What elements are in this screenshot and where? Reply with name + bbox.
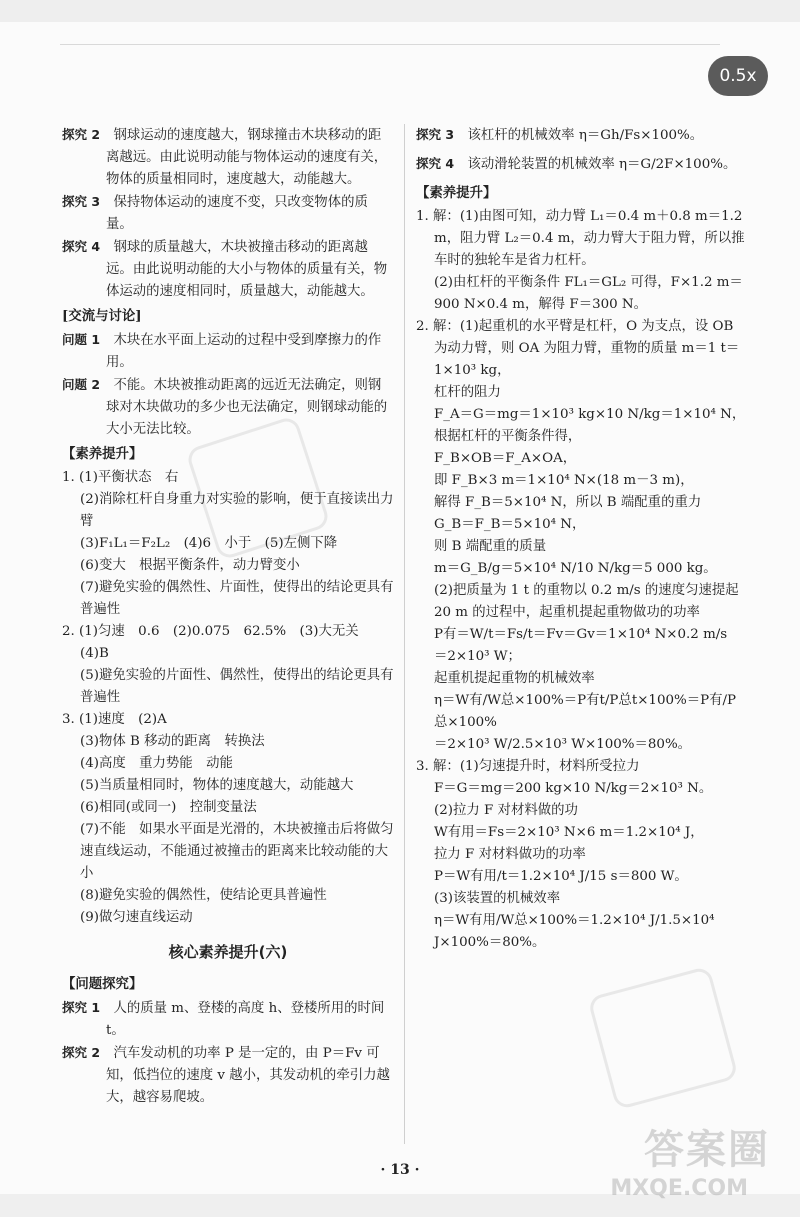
tanjiu-item: 探究 2 汽车发动机的功率 P 是一定的，由 P＝Fv 可知，低挡位的速度 v 越小，其发动机的牵引力越大，越容易爬坡。 xyxy=(62,1045,390,1105)
solution-line: F_A＝G＝mg＝1×10³ kg×10 N/kg＝1×10⁴ N， xyxy=(434,407,746,422)
solution-line: 1. 解：(1)由图可知，动力臂 L₁＝0.4 m＋0.8 m＝1.2 m，阻力臂 L₂＝0.4 m，动力臂大于阻力臂，所以推车时的独轮车是省力杠杆。 xyxy=(416,209,745,268)
solution-line: 起重机提起重物的机械效率 xyxy=(434,671,595,686)
answer-line: (3)物体 B 移动的距离 转换法 xyxy=(80,734,265,749)
solution-line: ＝2×10³ W； xyxy=(434,649,521,664)
discussion-heading: [交流与讨论] xyxy=(62,308,142,324)
answer-line: (3)F₁L₁＝F₂L₂ (4)6 小于 (5)左侧下降 xyxy=(80,536,338,551)
solution-line: 解得 F_B＝5×10⁴ N，所以 B 端配重的重力 xyxy=(434,495,702,510)
solution-line: 即 F_B×3 m＝1×10⁴ N×(18 m－3 m)， xyxy=(434,473,694,488)
answer-line: (6)变大 根据平衡条件，动力臂变小 xyxy=(80,558,300,573)
answer-line: (7)不能 如果水平面是光滑的，木块被撞击后将做匀速直线运动，不能通过被撞击的距离来比较动能的大小 xyxy=(80,822,394,881)
solution-line: 则 B 端配重的质量 xyxy=(434,539,547,554)
solution-line: F＝G＝mg＝200 kg×10 N/kg＝2×10³ N。 xyxy=(434,781,713,796)
answer-line: (4)高度 重力势能 动能 xyxy=(80,756,233,771)
playback-speed-button[interactable]: 0.5x xyxy=(708,56,768,96)
solution-line: P有＝W/t＝Fs/t＝Fv＝Gv＝1×10⁴ N×0.2 m/s xyxy=(434,627,728,642)
answer-line: (9)做匀速直线运动 xyxy=(80,910,193,925)
tanjiu-item: 探究 4 钢球的质量越大，木块被撞击移动的距离越远。由此说明动能的大小与物体的质量有关，物体运动的速度相同时，质量越大，动能越大。 xyxy=(62,239,388,299)
watermark-logo: 答案圈 xyxy=(644,1127,770,1173)
column-divider xyxy=(404,124,405,1144)
tanjiu-item: 探究 3 保持物体运动的速度不变，只改变物体的质量。 xyxy=(62,194,368,232)
solution-line: W有用＝Fs＝2×10³ N×6 m＝1.2×10⁴ J， xyxy=(434,825,704,840)
solution-line: (3)该装置的机械效率 xyxy=(434,891,561,906)
solution-line: 3. 解：(1)匀速提升时，材料所受拉力 xyxy=(416,759,640,774)
section-title: 核心素养提升(六) xyxy=(168,943,288,961)
solution-line: 拉力 F 对材料做功的功率 xyxy=(434,847,586,862)
watermark-url: MXQE.COM xyxy=(610,1176,748,1201)
header-rule xyxy=(60,44,720,45)
tanjiu-item: 探究 1 人的质量 m、登楼的高度 h、登楼所用的时间 t。 xyxy=(62,1000,385,1038)
solution-line: η＝W有用/W总×100%＝1.2×10⁴ J/1.5×10⁴ J×100%＝80%。 xyxy=(434,913,715,950)
answer-line: 1. (1)平衡状态 右 xyxy=(62,470,179,485)
right-column xyxy=(416,124,746,954)
solution-line: 根据杠杆的平衡条件得， xyxy=(434,429,582,444)
solution-line: η＝W有/W总×100%＝P有t/P总t×100%＝P有/P总×100% xyxy=(434,693,737,730)
solution-line: P＝W有用/t＝1.2×10⁴ J/15 s＝800 W。 xyxy=(434,869,688,884)
suyang-heading: 【素养提升】 xyxy=(416,185,497,201)
suyang-heading: 【素养提升】 xyxy=(62,446,143,462)
answer-line: (6)相同(或同一) 控制变量法 xyxy=(80,800,257,815)
answer-line: (8)避免实验的偶然性，使结论更具普遍性 xyxy=(80,888,327,903)
question-item: 问题 1 木块在水平面上运动的过程中受到摩擦力的作用。 xyxy=(62,332,382,370)
tanjiu-item: 探究 4 该动滑轮装置的机械效率 η＝G/2F×100%。 xyxy=(416,156,737,172)
answer-line: (2)消除杠杆自身重力对实验的影响，便于直接读出力臂 xyxy=(80,492,394,529)
solution-line: (2)由杠杆的平衡条件 FL₁＝GL₂ 可得，F×1.2 m＝900 N×0.4 m，解得 F＝300 N。 xyxy=(434,275,743,312)
solution-line: ＝2×10³ W/2.5×10³ W×100%＝80%。 xyxy=(434,737,692,752)
solution-line: (2)把质量为 1 t 的重物以 0.2 m/s 的速度匀速提起 20 m 的过程中，起重机提起重物做功的功率 xyxy=(434,583,739,620)
left-column xyxy=(62,124,394,1109)
solution-line: 2. 解：(1)起重机的水平臂是杠杆，O 为支点，设 OB 为动力臂，则 OA 为阻力臂，重物的质量 m＝1 t＝1×10³ kg， xyxy=(416,319,740,378)
answer-line: (4)B xyxy=(80,646,109,661)
solution-line: m＝G_B/g＝5×10⁴ N/10 N/kg＝5 000 kg。 xyxy=(434,561,717,576)
answer-line: (7)避免实验的偶然性、片面性，使得出的结论更具有普遍性 xyxy=(80,580,394,617)
page-number: · 13 · xyxy=(380,1162,420,1178)
solution-line: 杠杆的阻力 xyxy=(434,385,501,400)
tanjiu-item: 探究 2 钢球运动的速度越大，钢球撞击木块移动的距离越远。由此说明动能与物体运动的速度有关，物体的质量相同时，速度越大，动能越大。 xyxy=(62,127,388,187)
solution-line: (2)拉力 F 对材料做的功 xyxy=(434,803,578,818)
solution-line: F_B×OB＝F_A×OA， xyxy=(434,451,577,466)
answer-line: (5)避免实验的片面性、偶然性，使得出的结论更具有普遍性 xyxy=(80,668,394,705)
top-bar xyxy=(0,0,800,22)
solution-line: G_B＝F_B＝5×10⁴ N， xyxy=(434,517,586,532)
answer-line: (5)当质量相同时，物体的速度越大，动能越大 xyxy=(80,778,354,793)
question-item: 问题 2 不能。木块被推动距离的远近无法确定，则钢球对木块做功的多少也无法确定，则钢球动能的大小无法比较。 xyxy=(62,377,388,437)
answer-line: 3. (1)速度 (2)A xyxy=(62,712,167,727)
tanjiu-item: 探究 3 该杠杆的机械效率 η＝Gh/Fs×100%。 xyxy=(416,127,704,143)
problem-heading: 【问题探究】 xyxy=(62,976,143,992)
answer-line: 2. (1)匀速 0.6 (2)0.075 62.5% (3)大无关 xyxy=(62,624,359,639)
